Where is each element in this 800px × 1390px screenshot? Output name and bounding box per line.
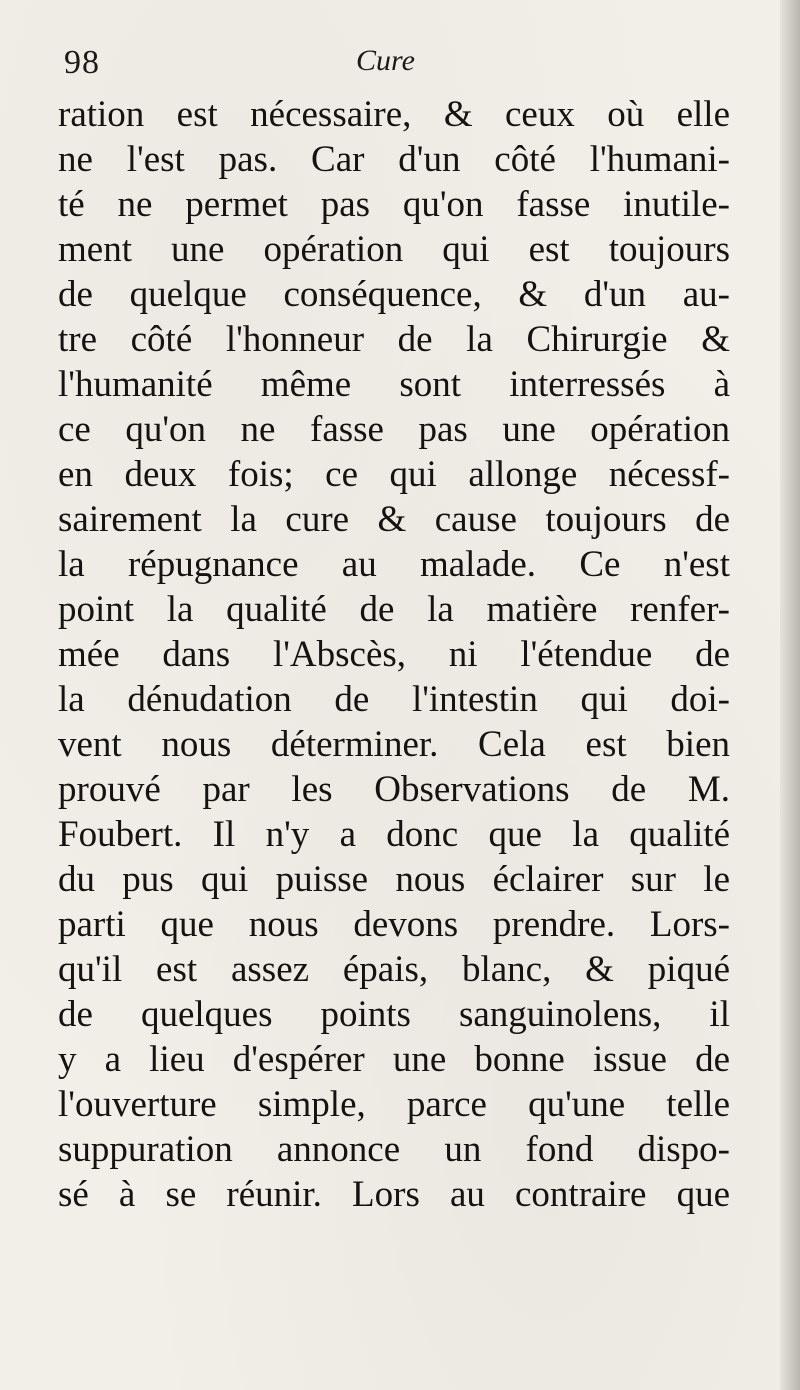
text-line: prouvé par les Observations de M. <box>58 769 730 810</box>
text-line: la dénudation de l'intestin qui doi- <box>58 679 730 720</box>
text-line: l'humanité même sont interressés à <box>58 364 730 405</box>
text-line: sairement la cure & cause toujours de <box>58 499 730 540</box>
text-line: vent nous déterminer. Cela est bien <box>58 724 730 765</box>
text-line: ration est nécessaire, & ceux où elle <box>58 94 730 135</box>
text-line: ne l'est pas. Car d'un côté l'humani- <box>58 139 730 180</box>
text-line: Foubert. Il n'y a donc que la qualité <box>58 814 730 855</box>
text-line: point la qualité de la matière renfer- <box>58 589 730 630</box>
text-line: du pus qui puisse nous éclairer sur le <box>58 859 730 900</box>
text-line: la répugnance au malade. Ce n'est <box>58 544 730 585</box>
running-head: Cure <box>356 44 415 77</box>
text-line: ment une opération qui est toujours <box>58 229 730 270</box>
text-line: sé à se réunir. Lors au contraire que <box>58 1174 730 1215</box>
text-line: parti que nous devons prendre. Lors- <box>58 904 730 945</box>
text-line: y a lieu d'espérer une bonne issue de <box>58 1039 730 1080</box>
text-line: tre côté l'honneur de la Chirurgie & <box>58 319 730 360</box>
text-line: l'ouverture simple, parce qu'une telle <box>58 1084 730 1125</box>
body-text <box>58 92 730 1217</box>
text-line: mée dans l'Abscès, ni l'étendue de <box>58 634 730 675</box>
text-line: suppuration annonce un fond dispo- <box>58 1129 730 1170</box>
text-line: en deux fois; ce qui allonge nécessf- <box>58 454 730 495</box>
text-line: té ne permet pas qu'on fasse inutile- <box>58 184 730 225</box>
text-line: ce qu'on ne fasse pas une opération <box>58 409 730 450</box>
text-line: qu'il est assez épais, blanc, & piqué <box>58 949 730 990</box>
page-edge-shadow <box>780 0 800 1390</box>
page-number: 98 <box>64 44 100 81</box>
text-line: de quelques points sanguinolens, il <box>58 994 730 1035</box>
text-line: de quelque conséquence, & d'un au- <box>58 274 730 315</box>
